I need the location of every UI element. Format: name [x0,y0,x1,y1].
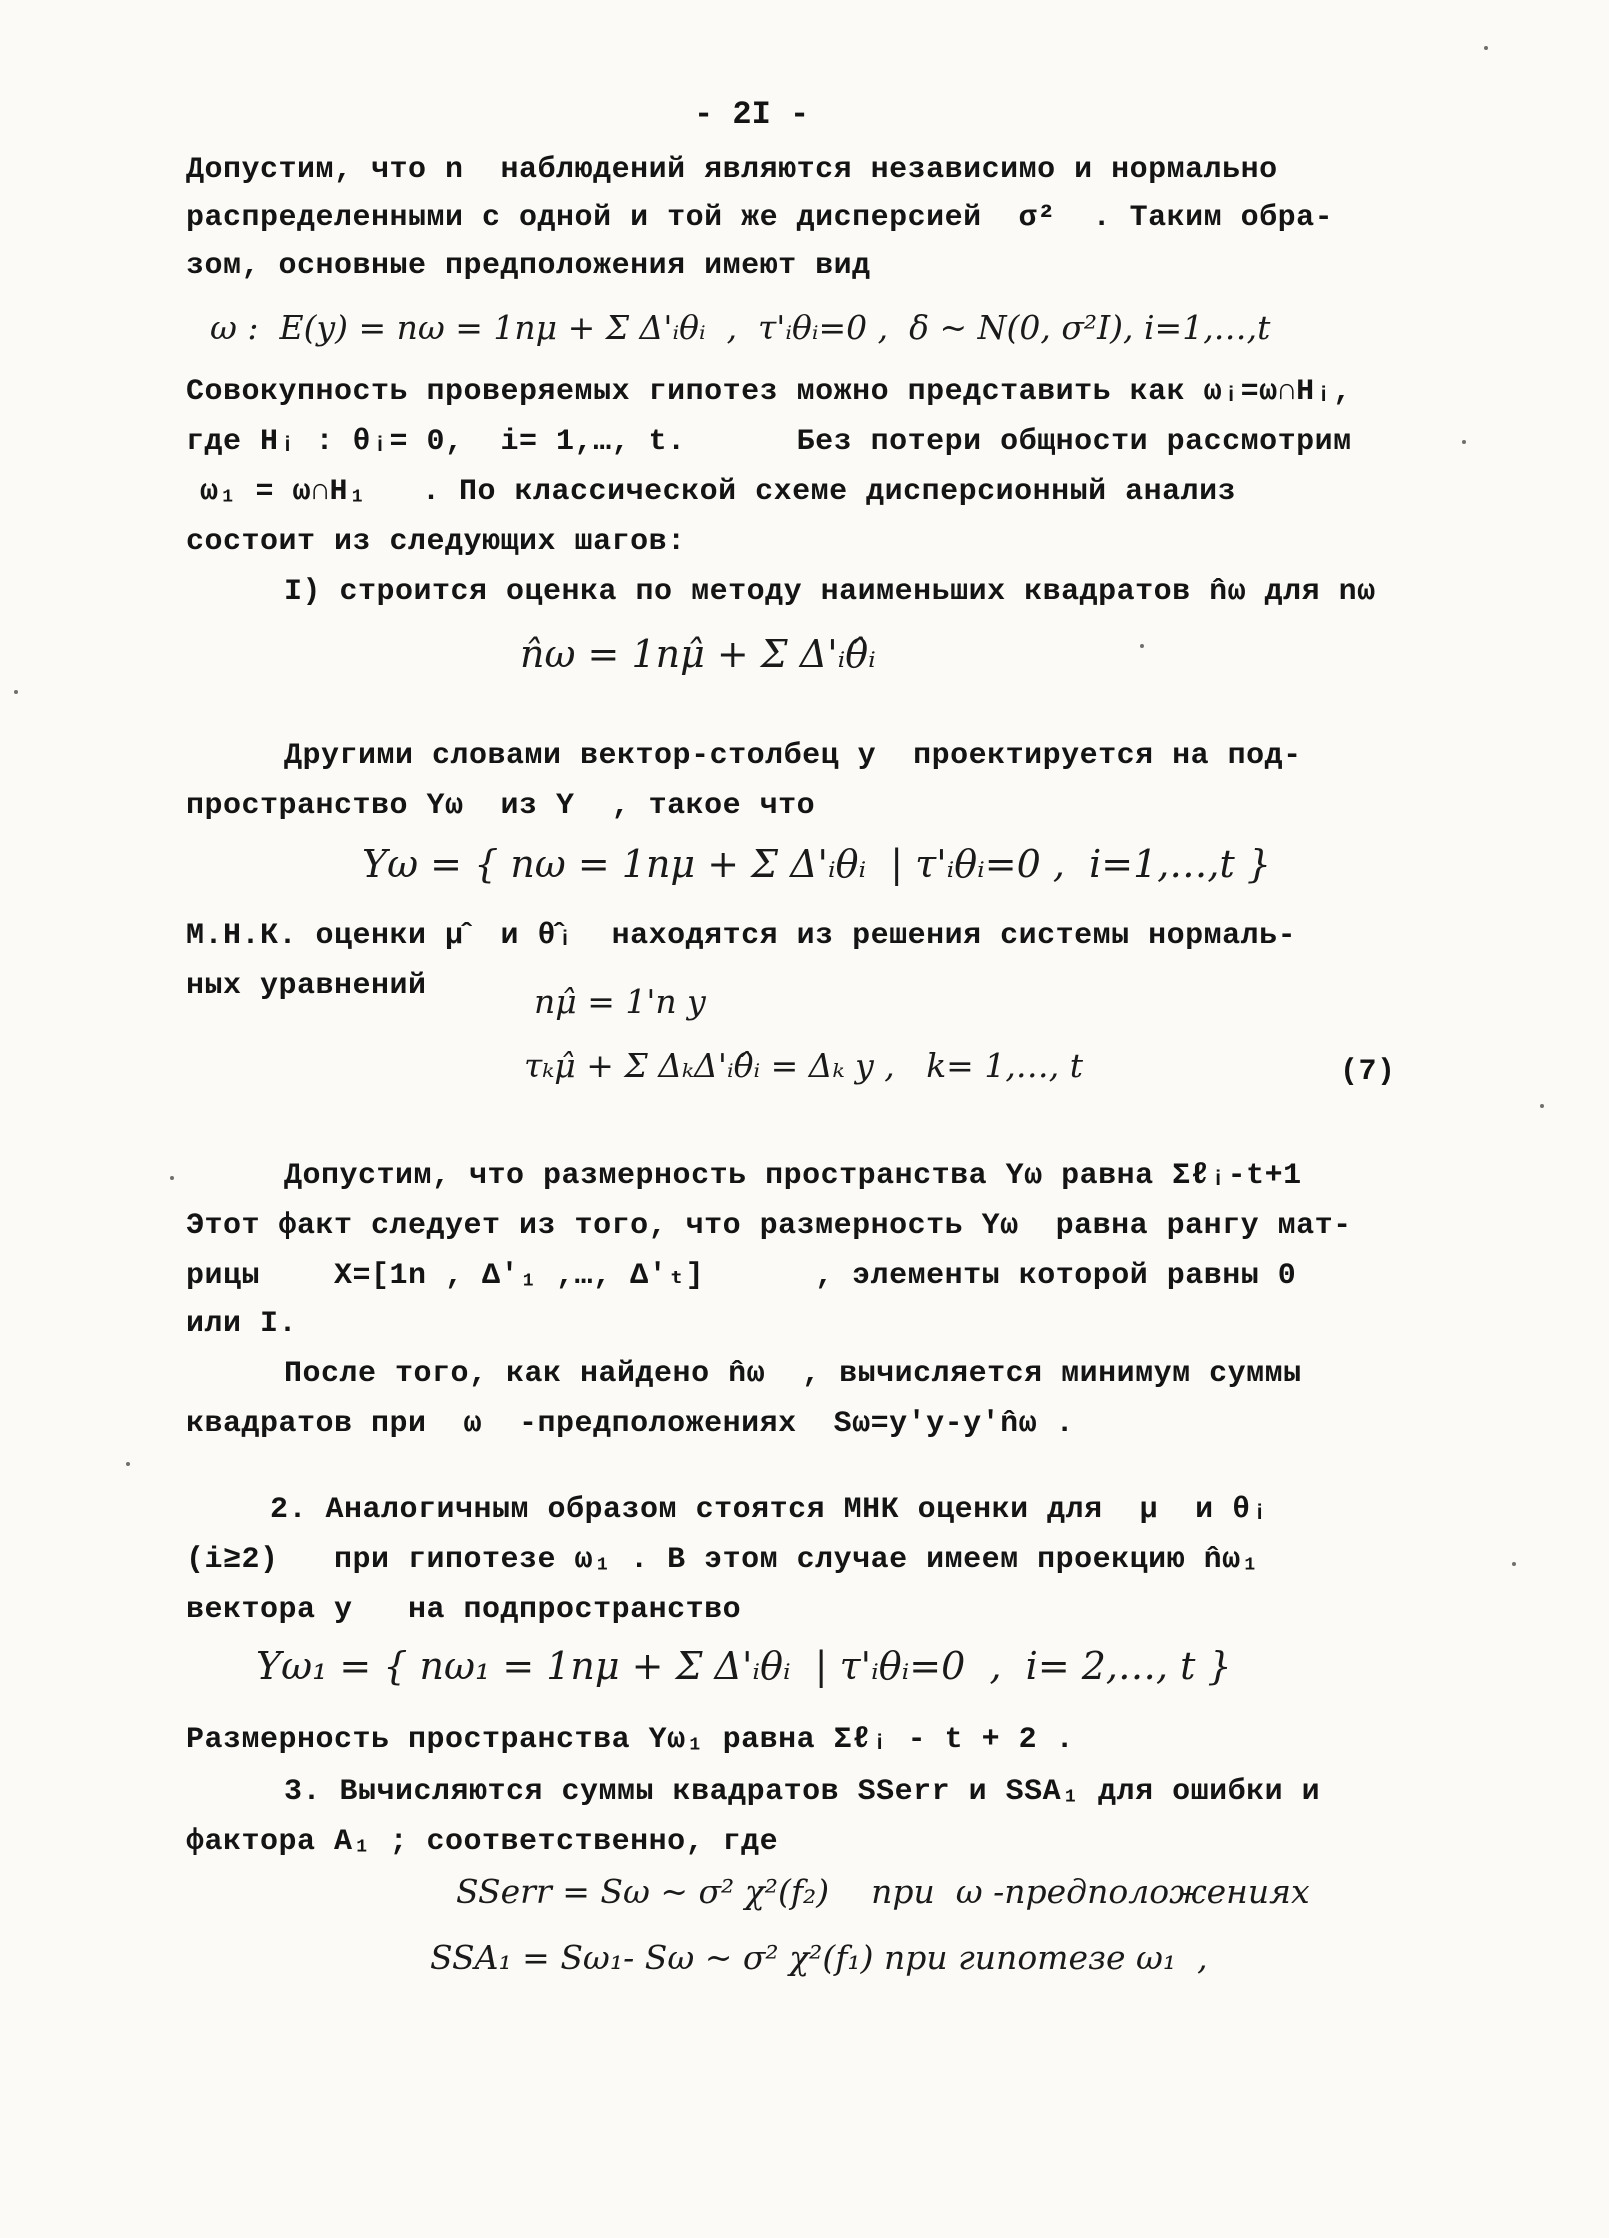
text-line: пространство Yω из Y , такое что [186,789,816,823]
text-line: вектора y на подпространство [186,1593,742,1627]
scan-speck [1540,1104,1544,1108]
text-line: Размерность пространства Yω₁ равна Σℓᵢ - t + 2 . [186,1723,1075,1757]
text-line: где Hᵢ : θᵢ= 0, i= 1,…, t. Без потери общности рассмотрим [186,425,1352,459]
step-2-text: 2. Аналогичным образом стоятся МНК оценки для μ и θᵢ [270,1493,1270,1527]
text-line: или I. [186,1307,298,1341]
scan-speck [14,690,18,694]
text-line: Допустим, что размерность пространства Yω равна Σℓᵢ-t+1 [284,1159,1302,1193]
text-line: После того, как найдено n̂ω , вычисляется минимум суммы [284,1357,1302,1391]
scan-speck [1140,644,1144,648]
formula-Y-omega: Yω = { nω = 1nμ + Σ Δ'ᵢθᵢ | τ'ᵢθᵢ=0 , i=1,…,t } [362,842,1271,886]
formula-omega: ω : E(y) = nω = 1nμ + Σ Δ'ᵢθᵢ , τ'ᵢθᵢ=0 , δ ~ N(0, σ²I), i=1,…,t [210,308,1271,347]
text-line: распределенными с одной и той же дисперсией σ² . Таким обра- [186,201,1334,235]
text-line: ω₁ = ω∩H₁ . По классической схеме дисперсионный анализ [200,475,1237,509]
formula-normal-eq-1: nμ̂ = 1'n y [534,982,706,1021]
text-line: ных уравнений [186,969,427,1003]
text-line: квадратов при ω -предположениях Sω=y'y-y'n̂ω . [186,1407,1075,1441]
text-line: зом, основные предположения имеют вид [186,249,871,283]
scan-speck [126,1462,130,1466]
text-line: Этот факт следует из того, что размерность Yω равна рангу мат- [186,1209,1352,1243]
formula-SS-error: SSerr = Sω ~ σ² χ²(f₂) при ω -предположениях [456,1872,1310,1911]
formula-Y-omega-1: Yω₁ = { nω₁ = 1nμ + Σ Δ'ᵢθᵢ | τ'ᵢθᵢ=0 , i= 2,…, t } [256,1644,1232,1688]
page-number: - 2I - [694,96,810,133]
scan-speck [1512,1562,1516,1566]
step-3-text: 3. Вычисляются суммы квадратов SSerr и SSA₁ для ошибки и [284,1775,1321,1809]
equation-number: (7) [1340,1055,1396,1089]
text-line: М.Н.К. оценки μ̂ и θ̂ᵢ находятся из решения системы нормаль- [186,919,1297,953]
scan-speck [1484,46,1488,50]
step-1-text: I) строится оценка по методу наименьших квадратов n̂ω для nω [284,575,1376,609]
text-line: состоит из следующих шагов: [186,525,686,559]
text-line: Допустим, что n наблюдений являются независимо и нормально [186,153,1278,187]
text-line: Совокупность проверяемых гипотез можно представить как ωᵢ=ω∩Hᵢ, [186,375,1352,409]
text-line: рицы X=[1n , Δ'₁ ,…, Δ'ₜ] , элементы которой равны 0 [186,1259,1297,1293]
formula-normal-eq-2: τₖμ̂ + Σ ΔₖΔ'ᵢθ̂ᵢ = Δₖ y , k= 1,…, t [524,1046,1084,1085]
text-line: фактора A₁ ; соответственно, где [186,1825,779,1859]
formula-SS-A1: SSA₁ = Sω₁- Sω ~ σ² χ²(f₁) при гипотезе ω₁ , [430,1938,1208,1977]
text-line: Другими словами вектор-столбец y проектируется на под- [284,739,1302,773]
scan-speck [1462,440,1466,444]
text-line: (i≥2) при гипотезе ω₁ . В этом случае имеем проекцию n̂ω₁ [186,1543,1260,1577]
formula-n-hat: n̂ω = 1nμ̂ + Σ Δ'ᵢθ̂ᵢ [520,632,876,676]
scan-speck [170,1176,174,1180]
